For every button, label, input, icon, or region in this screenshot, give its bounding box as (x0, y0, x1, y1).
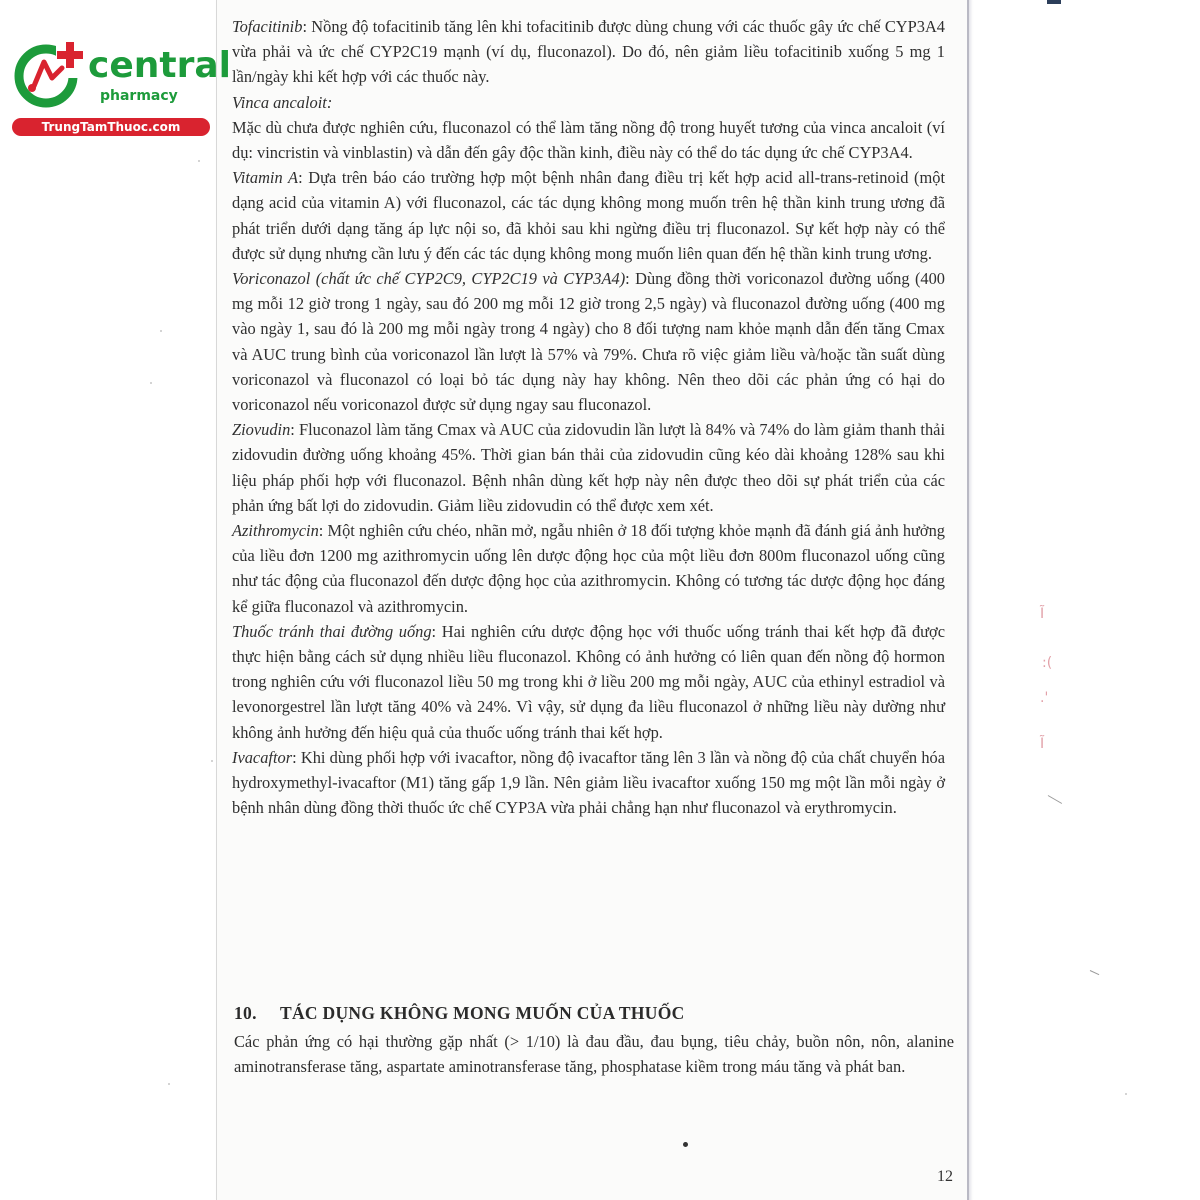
scan-speck (1125, 1093, 1127, 1095)
red-mark: .' (1040, 690, 1049, 706)
paragraph-vinca-heading (232, 90, 945, 115)
paragraph-oral-contraceptives: Thuốc tránh thai đường uống: Hai nghiên cứu dược động học với thuốc uống tránh thai kết hợp đã được thực hiện bằng cách sử dụng nhiều liều fluconazol. Không có ảnh hưởng có liên quan đến nồng độ hormon trong nghiên cứu với fluconazol liều 50 mg trong khi ở liều 200 mg mỗi ngày, AUC của ethinyl estradiol và levonorgestrel lần lượt tăng 40% và 24%. Vì vậy, sử dụng đa liều fluconazol ở những liều này dường như không ảnh hưởng đến hiệu quả của thuốc uống tránh thai kết hợp. (232, 621, 945, 742)
red-mark: :( (1042, 655, 1053, 671)
drug-term: Ivacaftor (232, 747, 293, 767)
logo-sub-text: pharmacy (100, 88, 178, 104)
paragraph-text: Nồng độ tofacitinib tăng lên khi tofacitinib được dùng chung với các thuốc gây ức chế CYP3A4 vừa phải và ức chế CYP2C19 mạnh (ví dụ, fluconazol). Do đó, nên giảm liều tofacitinib xuống 5 mg 1 lần/ngày khi kết hợp với các thuốc này. (232, 17, 945, 87)
red-mark: Ĩ (1040, 736, 1045, 752)
central-pharmacy-logo-icon (12, 38, 88, 110)
paragraph-ivacaftor: Ivacaftor: Khi dùng phối hợp với ivacaftor, nồng độ ivacaftor tăng lên 3 lần và nồng độ của chất chuyển hóa hydroxymethyl-ivacaftor (M1) tăng gấp 1,9 lần. Nên giảm liều ivacaftor xuống 150 mg một lần mỗi ngày ở bệnh nhân dùng đồng thời thuốc ức chế CYP3A vừa phải chẳng hạn như fluconazol và erythromycin. (232, 747, 945, 818)
paragraph-tofacitinib: Tofacitinib: Nồng độ tofacitinib tăng lên khi tofacitinib được dùng chung với các thuốc gây ức chế CYP3A4 vừa phải và ức chế CYP2C19 mạnh (ví dụ, fluconazol). Do đó, nên giảm liều tofacitinib xuống 5 mg 1 lần/ngày khi kết hợp với các thuốc này. (232, 17, 945, 87)
scan-speck (150, 382, 152, 384)
page-number: 12 (937, 1168, 953, 1185)
paragraph-ziovudin: Ziovudin: Fluconazol làm tăng Cmax và AUC của zidovudin lần lượt là 84% và 74% do làm giảm thanh thải zidovudin đường uống khoảng 45%. Thời gian bán thải của zidovudin cũng kéo dài khoảng 128% sau khi liệu pháp phối hợp với fluconazol. Bệnh nhân dùng kết hợp này nên được theo dõi sự phát triển của các phản ứng bất lợi do zidovudin. Giảm liều zidovudin có thể được xem xét. (232, 420, 945, 515)
scan-speck (198, 160, 200, 162)
scan-dot (683, 1142, 688, 1147)
section-number: 10. (234, 1003, 257, 1023)
section-text: Các phản ứng có hại thường gặp nhất (> 1/10) là đau đầu, đau bụng, tiêu chảy, buồn nôn, nôn, alanine aminotransferase tăng, aspartate aminotransferase tăng, phosphatase kiềm trong máu tăng và phát ban. (234, 1032, 954, 1077)
paragraph-text: Fluconazol làm tăng Cmax và AUC của zidovudin lần lượt là 84% và 74% do làm giảm thanh thải zidovudin đường uống khoảng 45%. Thời gian bán thải của zidovudin cũng kéo dài khoảng 128% sau khi liệu pháp phối hợp với fluconazol. Bệnh nhân dùng kết hợp này nên được theo dõi sự phát triển của các phản ứng bất lợi do zidovudin. Giảm liều zidovudin có thể được xem xét. (232, 420, 945, 515)
paragraph-text: Dựa trên báo cáo trường hợp một bệnh nhân đang điều trị kết hợp acid all-trans-retinoid (một dạng acid của vitamin A) với fluconazol, các tác dụng không mong muốn trên hệ thần kinh trung ương đã phát triển dưới dạng tăng áp lực nội so, đã khỏi sau khi ngừng điều trị fluconazol. Sự kết hợp này có thể được sử dụng nhưng cần lưu ý đến các tác dụng không mong muốn liên quan đến hệ thần kinh trung ương. (232, 168, 946, 263)
paragraph-text: Hai nghiên cứu dược động học với thuốc uống tránh thai kết hợp đã được thực hiện bằng cách sử dụng nhiều liều fluconazol. Không có ảnh hưởng có liên quan đến nồng độ hormon trong nghiên cứu với fluconazol liều 50 mg trong khi ở liều 200 mg mỗi ngày, AUC của ethinyl estradiol và levonorgestrel lần lượt tăng 40% và 24%. Vì vậy, sử dụng đa liều fluconazol ở những liều này dường như không ảnh hưởng đến hiệu quả của thuốc uống tránh thai kết hợp. (232, 621, 945, 742)
section-heading (234, 1003, 954, 1024)
paragraph-text: Một nghiên cứu chéo, nhãn mở, ngẫu nhiên ở 18 đối tượng khỏe mạnh đã đánh giá ảnh hưởng của liều đơn 1200 mg azithromycin uống lên dược động học của một liều đơn 800m fluconazol uống cũng như tác động của fluconazol đến dược động học của azithromycin. Không có tương tác dược động học đáng kể giữa fluconazol và azithromycin. (232, 521, 945, 616)
pharmacy-logo[interactable] (8, 38, 231, 138)
section-title: TÁC DỤNG KHÔNG MONG MUỐN CỦA THUỐC (280, 1003, 685, 1023)
drug-term: Voriconazol (chất ức chế CYP2C9, CYP2C19 và CYP3A4) (232, 269, 626, 289)
drug-term: Thuốc tránh thai đường uống (232, 621, 432, 641)
logo-url-badge[interactable]: TrungTamThuoc.com (12, 118, 210, 136)
paragraph-voriconazol: Voriconazol (chất ức chế CYP2C9, CYP2C19 và CYP3A4): Dùng đồng thời voriconazol đường uống (400 mg mỗi 12 giờ trong 1 ngày, sau đó 200 mg mỗi 12 giờ trong 2,5 ngày) và fluconazol đường uống (400 mg vào ngày 1, sau đó là 200 mg mỗi ngày trong 4 ngày) cho 8 đối tượng nam khỏe mạnh dẫn đến tăng Cmax và AUC trung bình của voriconazol lần lượt là 57% và 79%. Chưa rõ việc giảm liều và/hoặc tần suất dùng voriconazol và fluconazol có loại bỏ tác dụng này hay không. Nên theo dõi các phản ứng có hại do voriconazol nếu voriconazol được sử dụng ngay sau fluconazol. (232, 269, 945, 415)
drug-term: Vitamin A (232, 168, 299, 188)
paragraph-text: Khi dùng phối hợp với ivacaftor, nồng độ ivacaftor tăng lên 3 lần và nồng độ của chất chuyển hóa hydroxymethyl-ivacaftor (M1) tăng gấp 1,9 lần. Nên giảm liều ivacaftor xuống 150 mg một lần mỗi ngày ở bệnh nhân dùng đồng thời thuốc ức chế CYP3A vừa phải chẳng hạn như fluconazol và erythromycin. (232, 747, 945, 818)
paragraph-vinca (232, 115, 945, 165)
section-adverse-effects (234, 1003, 954, 1096)
scan-speck (168, 1083, 170, 1085)
logo-brand-text: central (88, 45, 231, 86)
paragraph-text: Mặc dù chưa được nghiên cứu, fluconazol có thể làm tăng nồng độ trong huyết tương của vinca ancaloit (ví dụ: vincristin và vinblastin) và dẫn đến gây độc thần kinh, điều này có thể do tác dụng ức chế CYP3A4. (232, 117, 945, 163)
corner-mark (1047, 0, 1061, 4)
drug-term: Vinca ancaloit: (232, 92, 333, 112)
drug-term: Ziovudin (232, 420, 291, 440)
scan-speck (211, 760, 213, 762)
drug-term: Tofacitinib (232, 17, 303, 36)
paragraph-azithromycin: Azithromycin: Một nghiên cứu chéo, nhãn mở, ngẫu nhiên ở 18 đối tượng khỏe mạnh đã đánh giá ảnh hưởng của liều đơn 1200 mg azithromycin uống lên dược động học của một liều đơn 800m fluconazol uống cũng như tác động của fluconazol đến dược động học của azithromycin. Không có tương tác dược động học đáng kể giữa fluconazol và azithromycin. (232, 521, 945, 616)
paragraph-vitamin-a: Vitamin A: Dựa trên báo cáo trường hợp một bệnh nhân đang điều trị kết hợp acid all-trans-retinoid (một dạng acid của vitamin A) với fluconazol, các tác dụng không mong muốn trên hệ thần kinh trung ương đã phát triển dưới dạng tăng áp lực nội so, đã khỏi sau khi ngừng điều trị fluconazol. Sự kết hợp này có thể được sử dụng nhưng cần lưu ý đến các tác dụng không mong muốn liên quan đến hệ thần kinh trung ương. (232, 168, 946, 263)
scan-speck (160, 330, 162, 332)
paragraph-text: Dùng đồng thời voriconazol đường uống (400 mg mỗi 12 giờ trong 1 ngày, sau đó 200 mg mỗi 12 giờ trong 2,5 ngày) và fluconazol đường uống (400 mg vào ngày 1, sau đó là 200 mg mỗi ngày trong 4 ngày) cho 8 đối tượng nam khỏe mạnh dẫn đến tăng Cmax và AUC trung bình của voriconazol lần lượt là 57% và 79%. Chưa rõ việc giảm liều và/hoặc tần suất dùng voriconazol và fluconazol có loại bỏ tác dụng này hay không. Nên theo dõi các phản ứng có hại do voriconazol nếu voriconazol được sử dụng ngay sau fluconazol. (232, 269, 945, 415)
document-body (232, 14, 945, 821)
red-mark: Ĩ (1040, 606, 1045, 622)
drug-term: Azithromycin (232, 521, 319, 541)
